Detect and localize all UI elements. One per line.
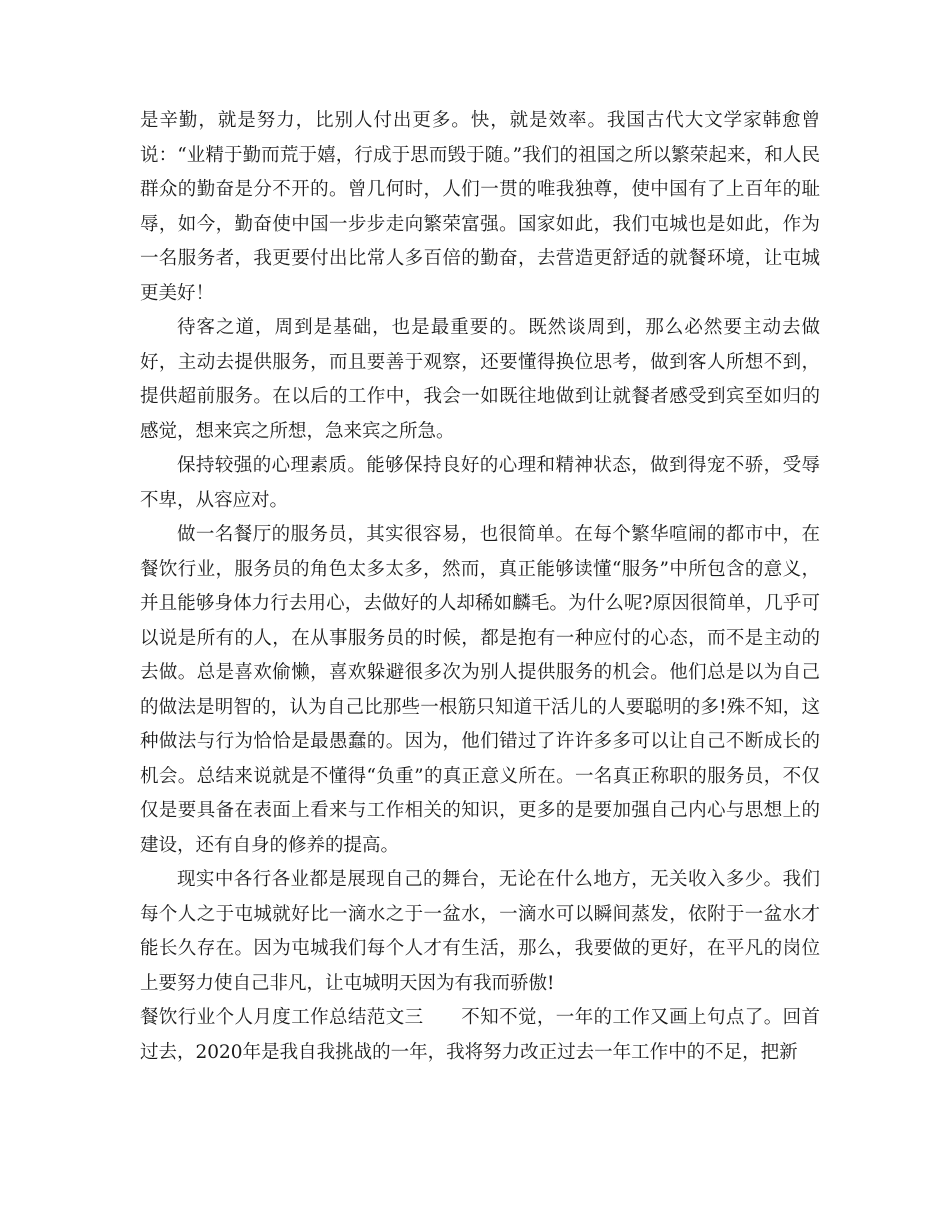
- paragraph-psychological-quality: 保持较强的心理素质。能够保持良好的心理和精神状态，做到得宠不骄，受辱不卑，从容应对。: [140, 455, 820, 511]
- paragraph-service-courtesy: 待客之道，周到是基础，也是最重要的。既然谈周到，那么必然要主动去做好，主动去提供服务，而且要善于观察，还要懂得换位思考，做到客人所想不到，提供超前服务。在以后的工作中，我会一如既往地做到让就餐者感受到宾至如归的感觉，想来宾之所想，急来宾之所急。: [140, 317, 820, 442]
- paragraph-waiter-role: 做一名餐厅的服务员，其实很容易，也很简单。在每个繁华喧闹的都市中，在餐饮行业，服务员的角色太多太多，然而，真正能够读懂“服务”中所包含的意义，并且能够身体力行去用心，去做好的人却稀如麟毛。为什么呢?原因很简单，几乎可以说是所有的人，在从事服务员的时候，都是抱有一种应付的心态，而不是主动的去做。总是喜欢偷懒，喜欢躲避很多次为别人提供服务的机会。他们总是以为自己的做法是明智的，认为自己比那些一根筋只知道干活儿的人要聪明的多!殊不知，这种做法与行为恰恰是最愚蠢的。因为，他们错过了许许多多可以让自己不断成长的机会。总结来说就是不懂得“负重”的真正意义所在。一名真正称职的服务员，不仅仅是要具备在表面上看来与工作相关的知识，更多的是要加强自己内心与思想上的建设，还有自身的修养的提高。: [140, 524, 820, 856]
- paragraph-stage-of-work: 现实中各行各业都是展现自己的舞台，无论在什么地方，无关收入多少。我们每个人之于屯城就好比一滴水之于一盆水，一滴水可以瞬间蒸发，依附于一盆水才能长久存在。因为屯城我们每个人才有生活，那么，我要做的更好，在平凡的岗位上要努力使自己非凡，让屯城明天因为有我而骄傲!: [140, 869, 820, 994]
- document-page: [140, 104, 820, 1070]
- paragraph-section-three-start: 餐饮行业个人月度工作总结范文三 不知不觉，一年的工作又画上句点了。回首过去，2020年是我自我挑战的一年，我将努力改正过去一年工作中的不足，把新: [140, 1007, 820, 1063]
- paragraph-continuation: 是辛勤，就是努力，比别人付出更多。快，就是效率。我国古代大文学家韩愈曾说：“业精于勤而荒于嬉，行成于思而毁于随。”我们的祖国之所以繁荣起来，和人民群众的勤奋是分不开的。曾几何时，人们一贯的唯我独尊，使中国有了上百年的耻辱，如今，勤奋使中国一步步走向繁荣富强。国家如此，我们屯城也是如此，作为一名服务者，我更要付出比常人多百倍的勤奋，去营造更舒适的就餐环境，让屯城更美好！: [140, 110, 820, 304]
